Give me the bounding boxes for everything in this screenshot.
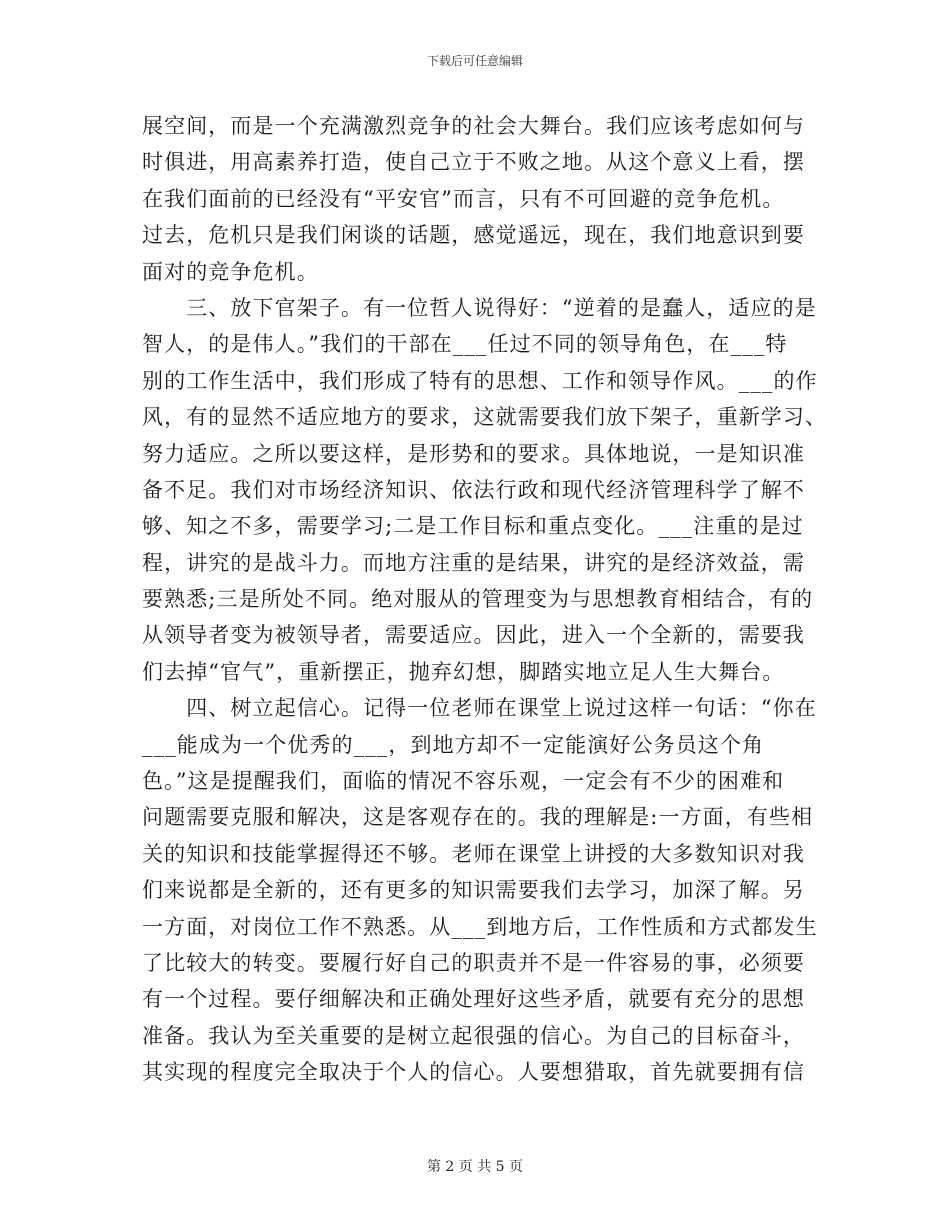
text-line: 智人，的是伟人。”我们的干部在___任过不同的领导角色，在___特 [142, 332, 788, 357]
text-line: 有一个过程。要仔细解决和正确处理好这些矛盾，就要有充分的思想 [142, 987, 805, 1012]
text-line: ___能成为一个优秀的___，到地方却不一定能演好公务员这个角 [142, 732, 765, 757]
text-line: 够、知之不多，需要学习;二是工作目标和重点变化。___注重的是过 [142, 514, 804, 539]
text-line: 要熟悉;三是所处不同。绝对服从的管理变为与思想教育相结合，有的 [142, 587, 814, 612]
page-header: 下载后可任意编辑 [426, 54, 523, 68]
text-line: 备不足。我们对市场经济知识、依法行政和现代经济管理科学了解不 [142, 477, 805, 502]
text-line: 从领导者变为被领导者，需要适应。因此，进入一个全新的，需要我 [142, 623, 805, 648]
text-line: 问题需要克服和解决，这是客观存在的。我的理解是:一方面，有些相 [142, 805, 814, 830]
text-line: 别的工作生活中，我们形成了特有的思想、工作和领导作风。___的作 [142, 368, 818, 393]
text-line: 四、树立起信心。记得一位老师在课堂上说过这样一句话：“你在 [142, 696, 817, 721]
page-footer: 第 2 页 共 5 页 [426, 1159, 524, 1175]
text-line: 程，讲究的是战斗力。而地方注重的是结果，讲究的是经济效益，需 [142, 550, 805, 575]
text-line: 努力适应。之所以要这样，是形势和的要求。具体地说，一是知识准 [142, 441, 805, 466]
text-line: 们去掉“官气”，重新摆正，抛弃幻想，脚踏实地立足人生大舞台。 [142, 659, 785, 684]
text-line: 色。”这是提醒我们，面临的情况不容乐观，一定会有不少的困难和 [142, 769, 785, 794]
text-line: 其实现的程度完全取决于个人的信心。人要想猎取，首先就要拥有信 [142, 1060, 805, 1085]
text-line: 一方面，对岗位工作不熟悉。从___到地方后，工作性质和方式都发生 [142, 914, 818, 939]
text-line: 了比较大的转变。要履行好自己的职责并不是一件容易的事，必须要 [142, 950, 805, 975]
text-line: 展空间，而是一个充满激烈竞争的社会大舞台。我们应该考虑如何与 [142, 114, 805, 138]
text-line: 们来说都是全新的，还有更多的知识需要我们去学习，加深了解。另 [142, 878, 805, 903]
text-line: 三、放下官架子。有一位哲人说得好：“逆着的是蠢人，适应的是 [142, 295, 817, 320]
text-line: 准备。我认为至关重要的是树立起很强的信心。为自己的目标奋斗， [142, 1023, 805, 1048]
text-line: 在我们面前的已经没有“平安官”而言，只有不可回避的竞争危机。 [142, 186, 785, 211]
text-line: 风，有的显然不适应地方的要求，这就需要我们放下架子，重新学习、 [142, 405, 828, 430]
text-line: 关的知识和技能掌握得还不够。老师在课堂上讲授的大多数知识对我 [142, 841, 805, 866]
text-line: 时俱进，用高素养打造，使自己立于不败之地。从这个意义上看，摆 [142, 150, 805, 175]
text-line: 面对的竞争危机。 [142, 259, 319, 284]
text-line: 过去，危机只是我们闲谈的话题，感觉遥远，现在，我们地意识到要 [142, 223, 805, 248]
document-body [142, 108, 828, 1091]
